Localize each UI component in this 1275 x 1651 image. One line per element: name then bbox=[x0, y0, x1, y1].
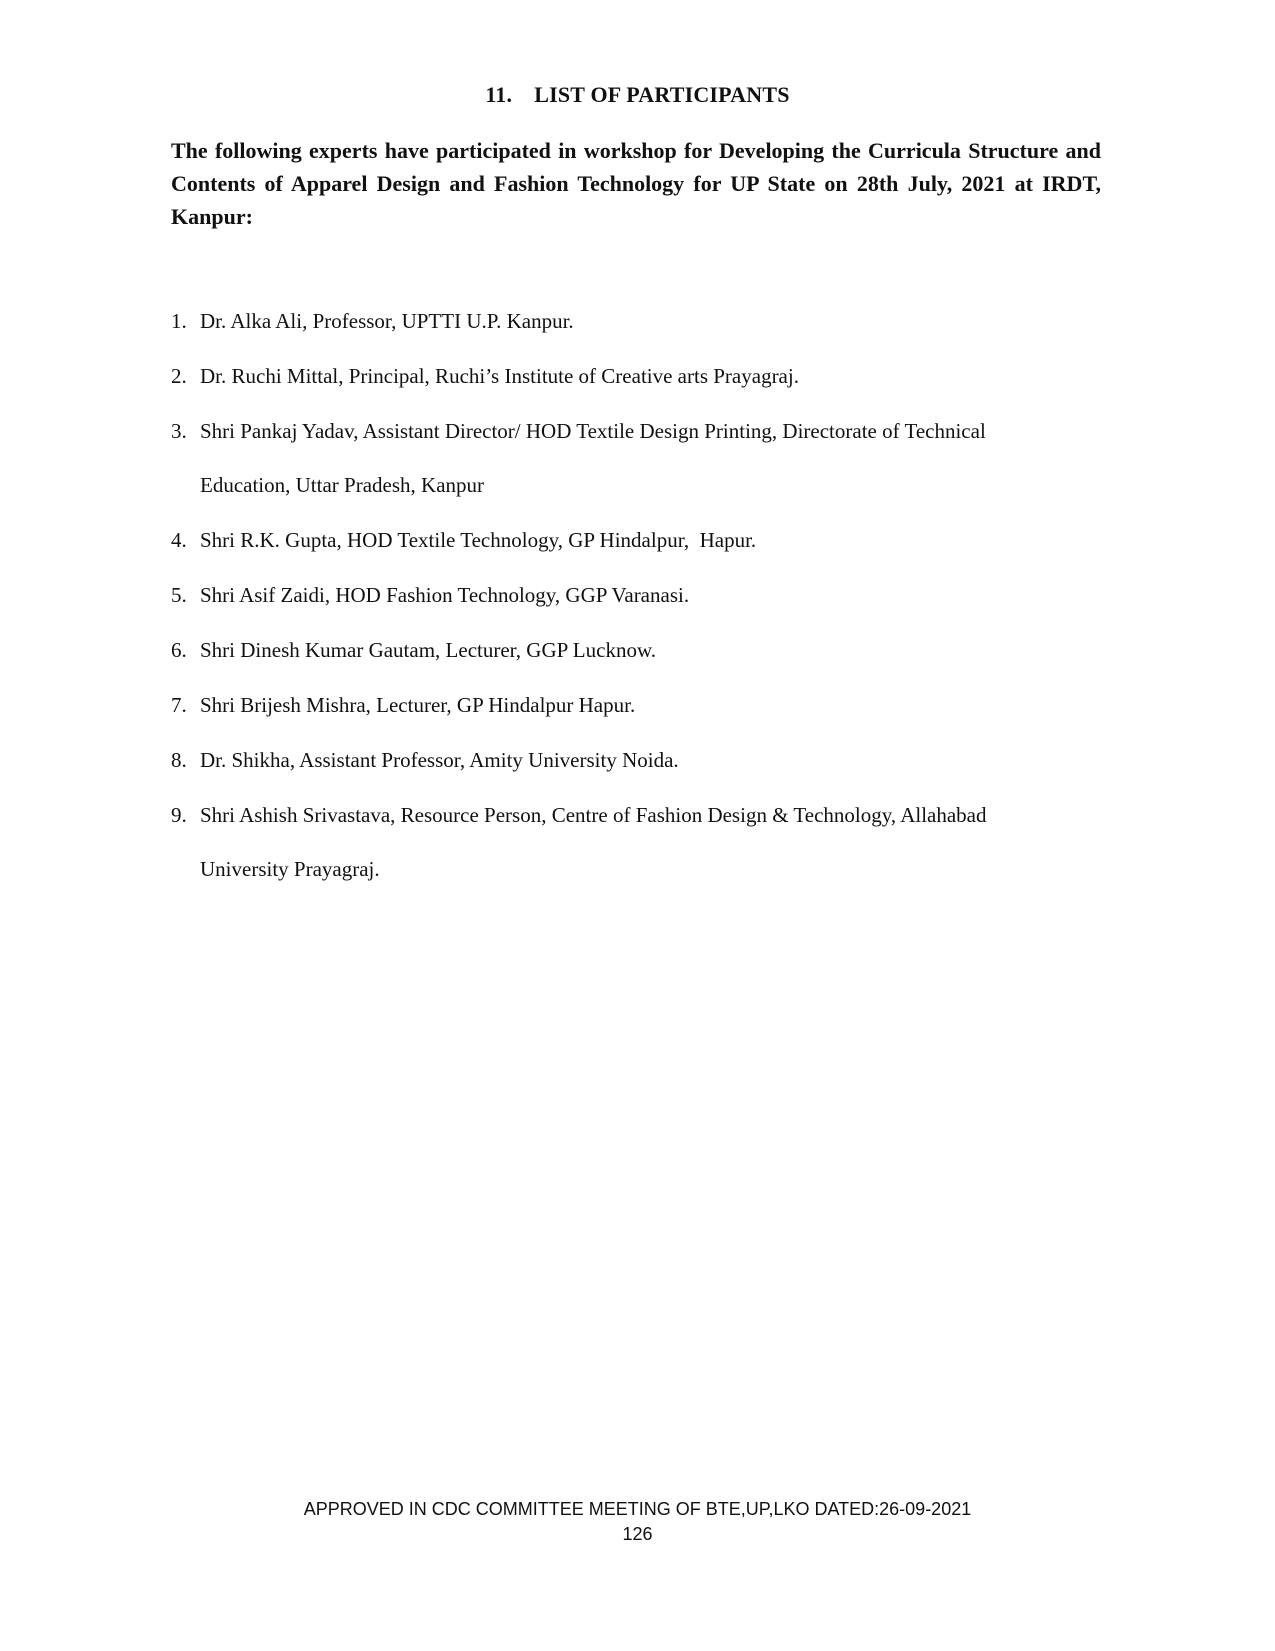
item-text bbox=[200, 803, 1101, 882]
participants-list bbox=[171, 309, 1101, 912]
list-item bbox=[171, 528, 1101, 553]
list-item bbox=[171, 693, 1101, 718]
item-text bbox=[200, 528, 1101, 553]
item-number: 7. bbox=[171, 693, 187, 717]
list-item bbox=[171, 583, 1101, 608]
page-number: 126 bbox=[622, 1524, 653, 1544]
section-number: 11. bbox=[485, 82, 513, 107]
item-line-continuation: University Prayagraj. bbox=[200, 857, 380, 881]
list-item bbox=[171, 803, 1101, 882]
item-line: Shri Dinesh Kumar Gautam, Lecturer, GGP Lucknow. bbox=[200, 638, 656, 662]
page-footer bbox=[0, 1497, 1275, 1547]
approval-note: APPROVED IN CDC COMMITTEE MEETING OF BTE,UP,LKO DATED:26-09-2021 bbox=[303, 1499, 972, 1519]
list-item bbox=[171, 638, 1101, 663]
item-line: Shri Ashish Srivastava, Resource Person, Centre of Fashion Design & Technology, Allahabad bbox=[200, 803, 987, 827]
item-line: Shri Brijesh Mishra, Lecturer, GP Hindalpur Hapur. bbox=[200, 693, 636, 717]
item-text bbox=[200, 693, 1101, 718]
list-item bbox=[171, 419, 1101, 498]
item-number: 1. bbox=[171, 309, 187, 333]
item-line: Shri R.K. Gupta, HOD Textile Technology, GP Hindalpur, Hapur. bbox=[200, 528, 757, 552]
item-number: 8. bbox=[171, 748, 187, 772]
item-number: 4. bbox=[171, 528, 187, 552]
section-heading bbox=[0, 82, 1275, 108]
list-item bbox=[171, 364, 1101, 389]
item-text bbox=[200, 638, 1101, 663]
item-number: 5. bbox=[171, 583, 187, 607]
item-number: 2. bbox=[171, 364, 187, 388]
item-text bbox=[200, 748, 1101, 773]
item-text bbox=[200, 364, 1101, 389]
item-line: Dr. Ruchi Mittal, Principal, Ruchi’s Institute of Creative arts Prayagraj. bbox=[200, 364, 799, 388]
item-line: Dr. Shikha, Assistant Professor, Amity University Noida. bbox=[200, 748, 679, 772]
item-line-continuation: Education, Uttar Pradesh, Kanpur bbox=[200, 473, 485, 497]
item-number: 6. bbox=[171, 638, 187, 662]
item-line: Shri Pankaj Yadav, Assistant Director/ HOD Textile Design Printing, Directorate of Technical bbox=[200, 419, 986, 443]
list-item bbox=[171, 309, 1101, 334]
list-item bbox=[171, 748, 1101, 773]
intro-paragraph: The following experts have participated in workshop for Developing the Curricula Structure and Contents of Apparel Design and Fashion Technology for UP State on 28th July, 2021 at IRDT, Kanpur: bbox=[171, 138, 1101, 229]
item-text bbox=[200, 309, 1101, 334]
item-line: Shri Asif Zaidi, HOD Fashion Technology, GGP Varanasi. bbox=[200, 583, 690, 607]
item-line: Dr. Alka Ali, Professor, UPTTI U.P. Kanpur. bbox=[200, 309, 574, 333]
item-text bbox=[200, 419, 1101, 498]
item-text bbox=[200, 583, 1101, 608]
item-number: 3. bbox=[171, 419, 187, 443]
item-number: 9. bbox=[171, 803, 187, 827]
section-title: LIST OF PARTICIPANTS bbox=[534, 82, 790, 107]
